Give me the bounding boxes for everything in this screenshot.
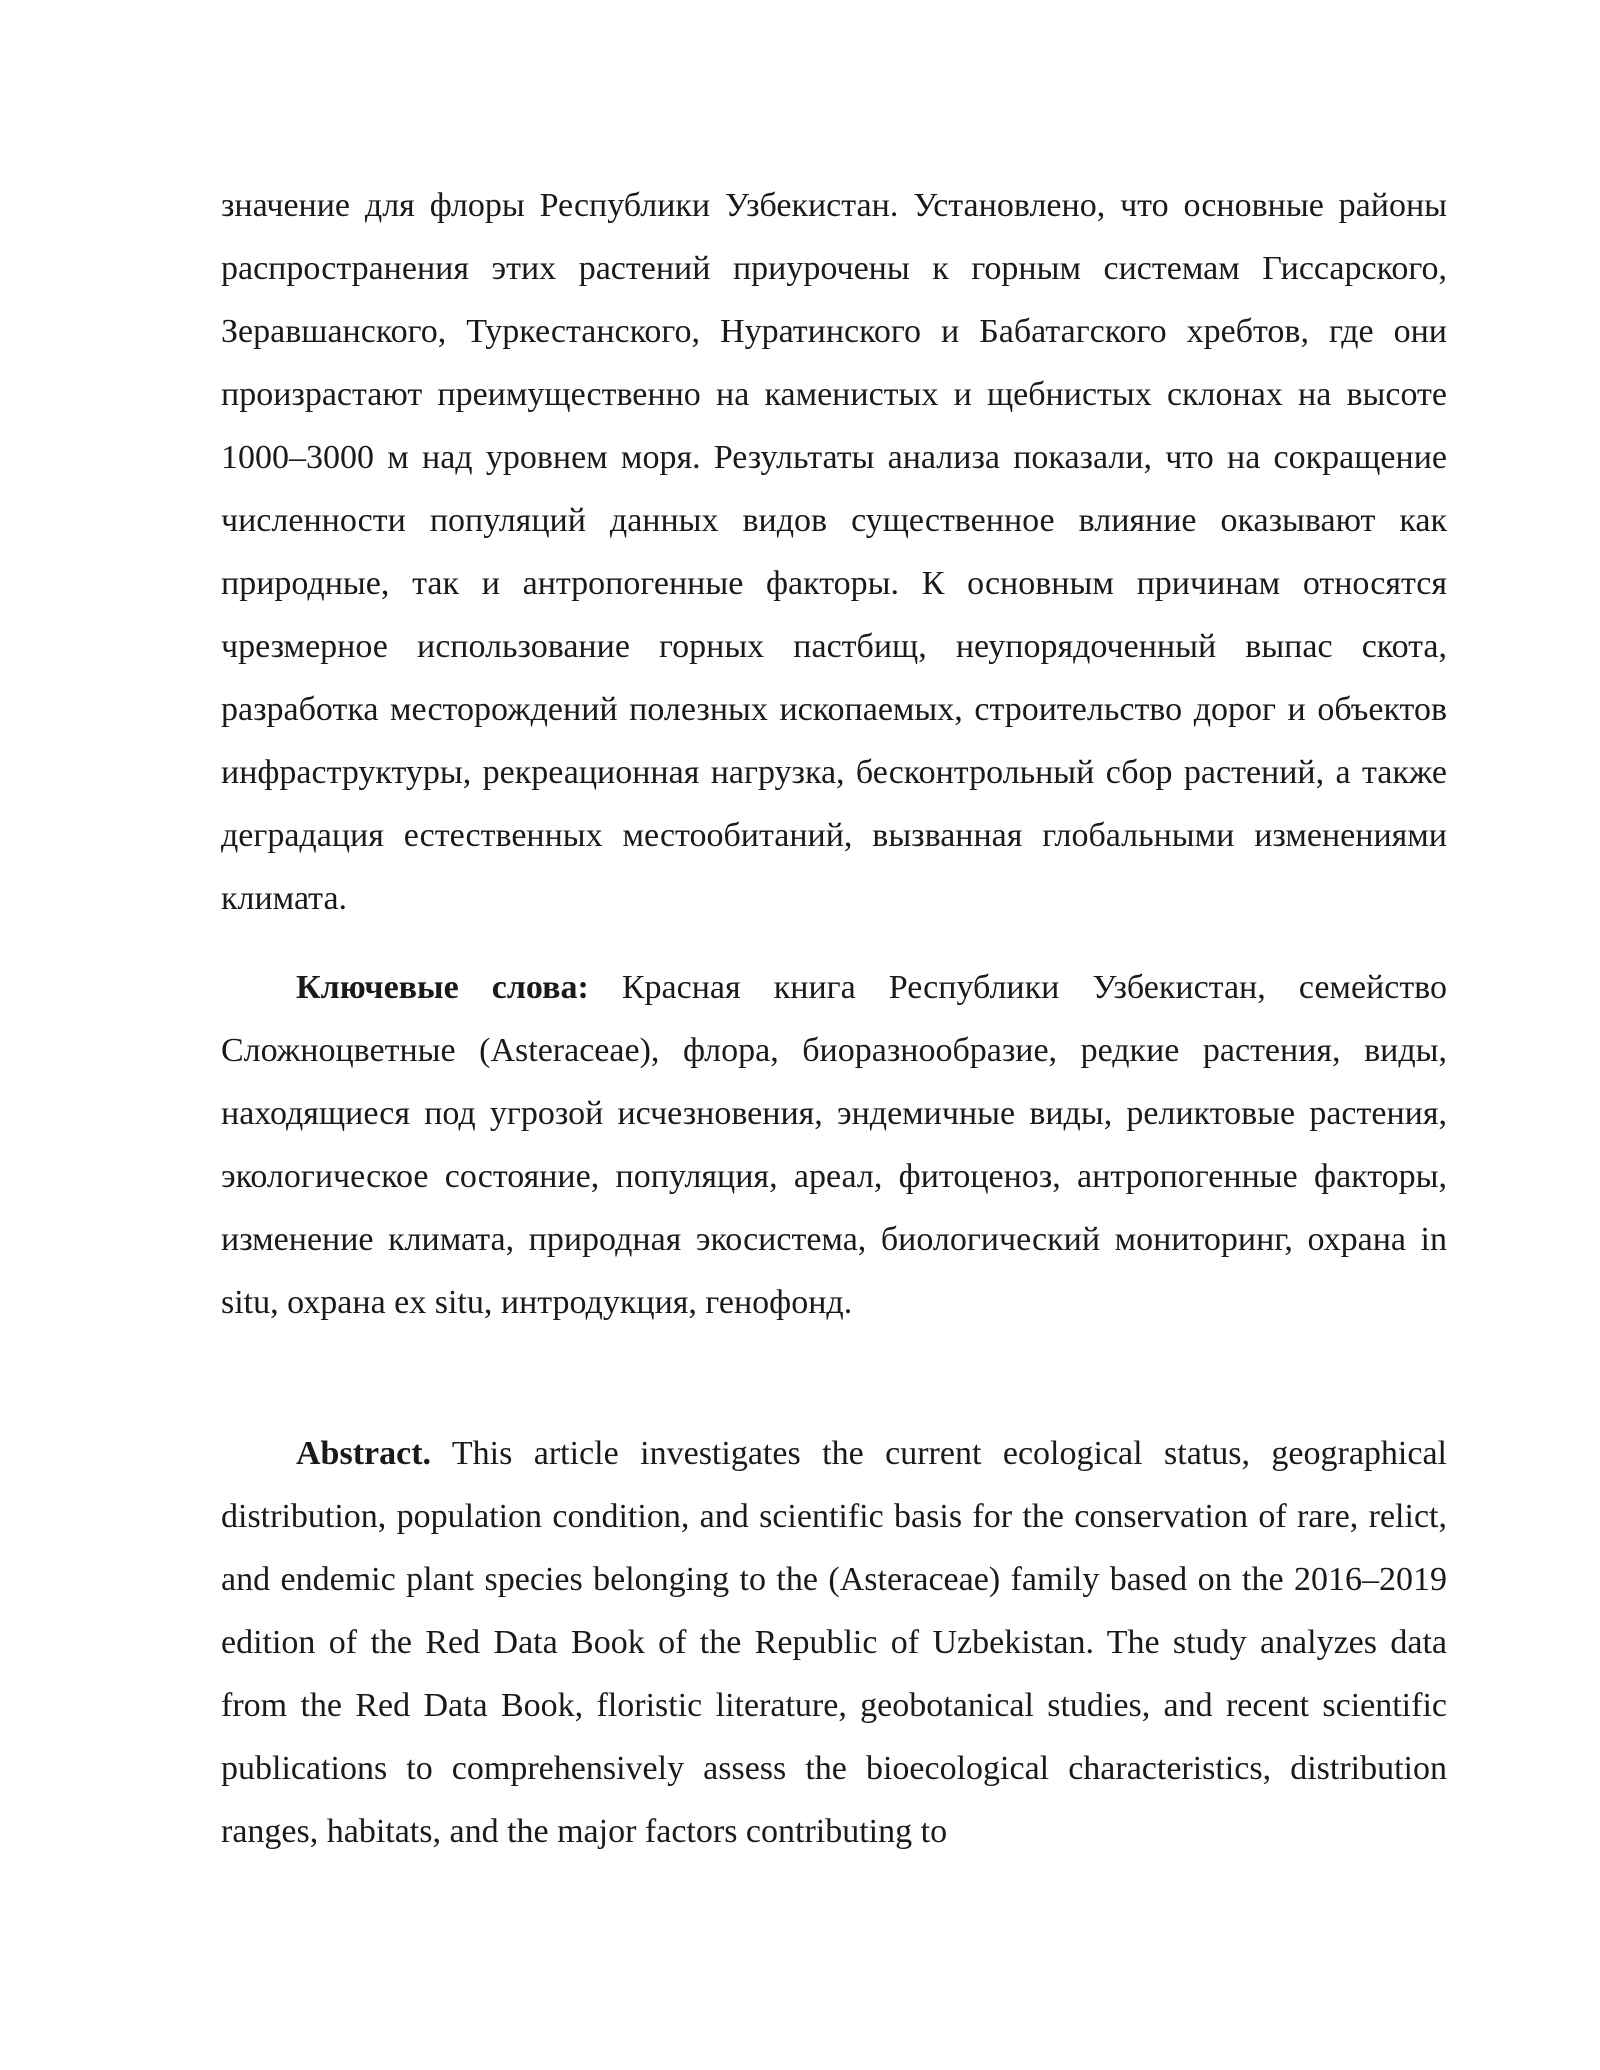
keywords-text-line [221,956,1447,1334]
keywords-label: Ключевые слова: [296,969,589,1006]
keywords-paragraph [221,956,1447,1334]
abstract-paragraph [221,1422,1447,1863]
abstract-text-line [221,1422,1447,1863]
paragraph-text: значение для флоры Республики Узбекистан. Установлено, что основные районы распространения этих растений приурочены к горным системам Гиссарского, Зеравшанского, Туркестанского, Нуратинского и Бабатагского хребтов, где они произрастают преимущественно на каменистых и щебнистых склонах на высоте 1000–3000 м над уровнем моря. Результаты анализа показали, что на сокращение численности популяций данных видов существенное влияние оказывают как природные, так и антропогенные факторы. К основным причинам относятся чрезмерное использование горных пастбищ, неупорядоченный выпас скота, разработка месторождений полезных ископаемых, строительство дорог и объектов инфраструктуры, рекреационная нагрузка, бесконтрольный сбор растений, а также деградация естественных местообитаний, вызванная глобальными изменениями климата. [221,187,1447,917]
paragraph-continuation [221,174,1447,930]
abstract-label: Abstract. [296,1435,432,1472]
keywords-text: Красная книга Республики Узбекистан, семейство Сложноцветные (Asteraceae), флора, биоразнообразие, редкие растения, виды, находящиеся под угрозой исчезновения, эндемичные виды, реликтовые растения, экологическое состояние, популяция, ареал, фитоценоз, антропогенные факторы, изменение климата, природная экосистема, биологический мониторинг, охрана in situ, охрана ex situ, интродукция, генофонд. [221,969,1447,1321]
abstract-text: This article investigates the current ecological status, geographical distribution, population condition, and scientific basis for the conservation of rare, relict, and endemic plant species belonging to the (Asteraceae) family based on the 2016–2019 edition of the Red Data Book of the Republic of Uzbekistan. The study analyzes data from the Red Data Book, floristic literature, geobotanical studies, and recent scientific publications to comprehensively assess the bioecological characteristics, distribution ranges, habitats, and the major factors contributing to [221,1435,1447,1850]
